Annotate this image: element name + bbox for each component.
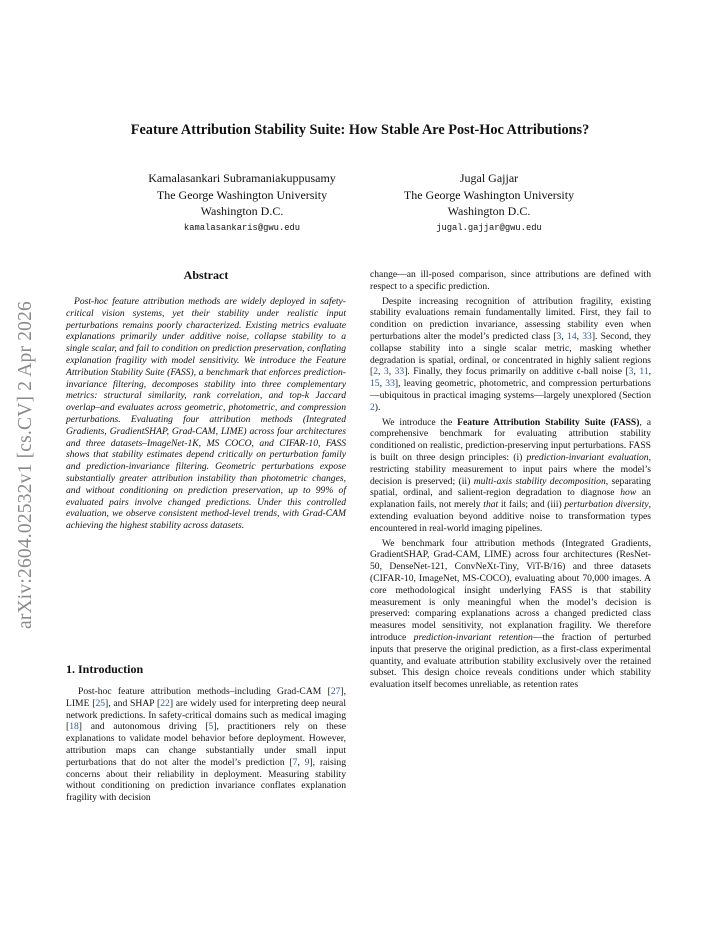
citation-link[interactable]: 15 (370, 378, 380, 390)
citation-link[interactable]: 7 (292, 756, 298, 768)
paragraph: Despite increasing recognition of attribution fragility, existing stability evaluations remain fundamentally limited. First, they fail to condition on prediction invariance, assessing stability even when perturbations alter the model’s predicted class [3, 14, 33]. Second, they collapse stability into a single scalar metric, masking whether degradation is spatial, ordinal, or concentrated in highly salient regions [2, 3, 33]. Finally, they focus primarily on additive ϵ-ball noise [3, 11, 15, 33], leaving geometric, photometric, and compression perturbations—ubiquitous in practical imaging systems—largely unexplored (Section 2). (370, 295, 652, 413)
citation-link[interactable]: 27 (330, 686, 341, 697)
author-name: Kamalasankari Subramaniakuppusamy (148, 171, 336, 185)
abstract-heading: Abstract (183, 268, 229, 282)
author-affiliation: The George Washington University (156, 187, 328, 202)
author-block-2 (378, 170, 600, 236)
citation-link[interactable]: 25 (95, 697, 106, 709)
citation-link[interactable]: 33 (385, 378, 395, 390)
paragraph: We benchmark four attribution methods (Integrated Gradients, GradientSHAP, Grad-CAM, LIME) across four architectures (ResNet-50, DenseNet-121, ConvNeXt-Tiny, ViT-B/16) and three datasets (CIFAR-10, ImageNet, MS-COCO), evaluating about 70,000 images. A core methodological insight underlying FASS is that stability measurement is only meaningful when the model’s decision is preserved: comparing explanations across a changed predicted class measures model sensitivity, not explanation fragility. We therefore introduce prediction-invariant retention—the fraction of perturbed inputs that preserve the original prediction, as a first-class experimental quantity, and evaluate attribution stability exclusively over the retained subset. This design choice reveals conditions under which stability evaluation itself becomes unreliable, as retention rates (370, 537, 651, 691)
bold-term: Feature Attribution Stability Suite (FASS) (457, 416, 640, 428)
citation-link[interactable]: 3 (383, 366, 389, 378)
introduction-body (66, 686, 346, 807)
citation-link[interactable]: 22 (160, 697, 170, 709)
citation-link[interactable]: 5 (208, 721, 214, 733)
author-block-1 (120, 170, 364, 236)
citation-link[interactable]: 33 (394, 366, 405, 378)
abstract-text: Post-hoc feature attribution methods are widely deployed in safety-critical vision systems, yet their stability under realistic input perturbations remains poorly characterized. Existing metrics evaluate explanations primarily under additive noise, collapse stability to a single scalar, and fail to condition on prediction preservation, conflating explanation fragility with model sensitivity. We introduce the Feature Attribution Stability Suite (FASS), a benchmark that enforces prediction-invariance filtering, decomposes stability into three complementary metrics: structural similarity, rank correlation, and top-k Jaccard overlap–and evaluates across geometric, photometric, and compression perturbations. Evaluating four attribution methods (Integrated Gradients, GradientSHAP, Grad-CAM, LIME) across four architectures and three datasets–ImageNet-1K, MS COCO, and CIFAR-10, FASS shows that stability estimates depend critically on perturbation family and prediction-invariance filtering. Geometric perturbations expose substantially greater attribution instability than photometric changes, and without conditioning on prediction preservation, up to 99% of evaluated pairs involve changed predictions. Under this controlled evaluation, we observe consistent method-level trends, with Grad-CAM achieving the highest stability across datasets. (66, 296, 346, 532)
abstract-body (66, 296, 346, 535)
author-location: Washington D.C. (447, 204, 531, 218)
paragraph: We introduce the Feature Attribution Stability Suite (FASS), a comprehensive benchmark for evaluating attribution stability conditioned on realistic, prediction-preserving input perturbations. FASS is built on three design principles: (i) prediction-invariant evaluation, restricting stability measurement to input pairs where the model’s decision is preserved; (ii) multi-axis stability decomposition, separating spatial, ordinal, and salient-region degradation to diagnose how an explanation fails, not merely that it fails; and (iii) perturbation diversity, extending evaluation beyond additive noise to transformation types encountered in real-world imaging pipelines. (370, 416, 651, 534)
author-name: Jugal Gajjar (459, 171, 519, 185)
author-email[interactable]: jugal.gajjar@gwu.edu (436, 222, 542, 233)
citation-link[interactable]: 3 (628, 366, 634, 378)
paragraph: Post-hoc feature attribution methods–including Grad-CAM [27], LIME [25], and SHAP [22] are widely used for interpreting deep neural network predictions. In safety-critical domains such as medical imaging [18] and autonomous driving [5], practitioners rely on these explanations to validate model behavior before deployment. However, attribution maps can change substantially under small input perturbations that do not alter the model’s prediction [7, 9], raising concerns about their reliability in deployment. Measuring stability without conditioning on prediction invariance conflates explanation fragility with decision (66, 686, 346, 804)
citation-link[interactable]: 14 (567, 330, 577, 342)
section-heading-introduction: 1. Introduction (66, 662, 144, 676)
citation-link[interactable]: 18 (69, 721, 79, 733)
citation-link[interactable]: 3 (556, 330, 562, 342)
author-affiliation: The George Washington University (403, 187, 575, 202)
paragraph: change—an ill-posed comparison, since attributions are defined with respect to a specific prediction. (370, 269, 651, 292)
citation-link[interactable]: 11 (639, 366, 649, 378)
citation-link[interactable]: 2 (373, 366, 378, 378)
right-column (370, 269, 651, 694)
arxiv-identifier: arXiv:2604.02532v1 [cs.CV] 2 Apr 2026 (15, 300, 37, 630)
author-email[interactable]: kamalasankaris@gwu.edu (183, 222, 301, 233)
author-location: Washington D.C. (200, 204, 284, 218)
citation-link[interactable]: 9 (304, 756, 310, 768)
citation-link[interactable]: 33 (582, 330, 592, 342)
section-link[interactable]: 2 (370, 401, 375, 413)
paper-title: Feature Attribution Stability Suite: How Stable Are Post-Hoc Attributions? (130, 122, 590, 138)
